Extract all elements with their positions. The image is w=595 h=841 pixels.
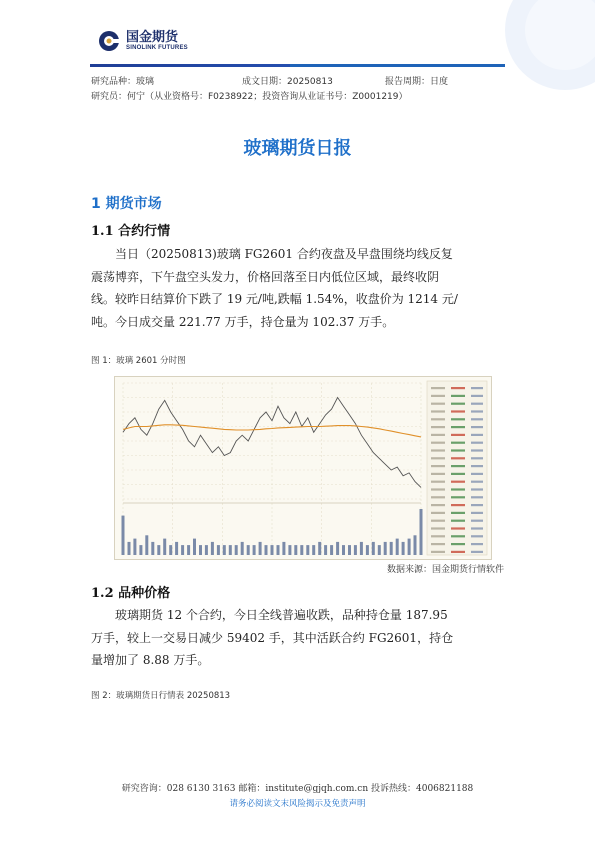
volume-bar — [366, 545, 369, 555]
quote-row-label — [431, 442, 445, 444]
volume-bar — [199, 545, 202, 555]
quote-row-label — [431, 496, 445, 498]
quote-row-value — [451, 449, 465, 451]
quote-row-volume — [471, 527, 483, 529]
volume-bar — [348, 545, 351, 555]
quote-row-label — [431, 551, 445, 553]
volume-bar — [342, 545, 345, 555]
quote-row-value — [451, 403, 465, 405]
quote-row-label — [431, 543, 445, 545]
paragraph-line: 线。较昨日结算价下跌了 19 元/吨,跌幅 1.54%，收盘价为 1214 元/ — [91, 292, 458, 306]
quote-row-value — [451, 395, 465, 397]
volume-bar — [372, 542, 375, 555]
quote-row-volume — [471, 473, 483, 475]
quote-row-value — [451, 520, 465, 522]
quote-row-label — [431, 481, 445, 483]
quote-row-label — [431, 504, 445, 506]
volume-bar — [175, 542, 178, 555]
quote-row-volume — [471, 488, 483, 490]
quote-row-label — [431, 512, 445, 514]
volume-bar — [402, 542, 405, 555]
header-rule-accent — [290, 64, 505, 67]
section-heading: 1 期货市场 — [91, 196, 162, 212]
brand-name-en: SINOLINK FUTURES — [126, 45, 188, 51]
quote-row-volume — [471, 442, 483, 444]
volume-bar — [414, 535, 417, 555]
volume-bar — [408, 539, 411, 555]
figure-1-source: 数据来源：国金期货行情软件 — [386, 565, 504, 575]
contract-paragraph — [91, 243, 506, 333]
quote-row-value — [451, 535, 465, 537]
quote-row-value — [451, 410, 465, 412]
quote-row-value — [451, 434, 465, 436]
brand-name-cn: 国金期货 — [126, 30, 179, 45]
volume-bar — [420, 509, 423, 555]
volume-bar — [288, 545, 291, 555]
quote-row-value — [451, 527, 465, 529]
quote-row-volume — [471, 543, 483, 545]
quote-row-label — [431, 426, 445, 428]
volume-bar — [282, 542, 285, 555]
volume-bar — [181, 545, 184, 555]
quote-row-value — [451, 481, 465, 483]
volume-bar — [223, 545, 226, 555]
volume-bar — [312, 545, 315, 555]
quote-row-volume — [471, 418, 483, 420]
volume-bar — [157, 545, 160, 555]
intraday-chart — [114, 376, 492, 560]
quote-row-value — [451, 496, 465, 498]
paragraph-line: 吨。今日成交量 221.77 万手，持仓量为 102.37 万手。 — [91, 314, 395, 329]
quote-row-value — [451, 543, 465, 545]
footer-contact: 研究咨询：028 6130 3163 邮箱：institute@gjqh.com.cn 投诉热线：4006821188 — [121, 784, 474, 794]
logo-icon — [98, 30, 120, 52]
quote-row-label — [431, 434, 445, 436]
volume-bar — [128, 542, 131, 555]
quote-row-value — [451, 512, 465, 514]
quote-row-volume — [471, 387, 483, 389]
intraday-chart-svg — [115, 377, 491, 559]
quote-row-label — [431, 449, 445, 451]
quote-row-label — [431, 527, 445, 529]
paragraph-line: 玻璃期货 12 个合约，今日全线普遍收跌，品种持仓量 187.95 — [115, 608, 448, 622]
volume-bar — [205, 545, 208, 555]
quote-row-label — [431, 387, 445, 389]
volume-bar — [229, 545, 232, 555]
quote-row-label — [431, 395, 445, 397]
paragraph-line: 量增加了 8.88 万手。 — [91, 653, 210, 667]
volume-bar — [217, 545, 220, 555]
volume-bar — [396, 539, 399, 555]
volume-bar — [241, 542, 244, 555]
brand-logo — [98, 30, 188, 52]
volume-bar — [235, 545, 238, 555]
meta-date: 成文日期：20250813 — [242, 77, 333, 87]
subsection-heading-contract: 1.1 合约行情 — [91, 224, 171, 239]
quote-row-volume — [471, 465, 483, 467]
volume-bar — [336, 542, 339, 555]
meta-cycle: 报告周期：日度 — [385, 77, 449, 87]
volume-bar — [211, 542, 214, 555]
quote-row-volume — [471, 551, 483, 553]
volume-bar — [253, 545, 256, 555]
subsection-heading-price: 1.2 品种价格 — [91, 586, 171, 601]
volume-bar — [378, 545, 381, 555]
volume-bar — [271, 545, 274, 555]
quote-row-label — [431, 535, 445, 537]
quote-row-volume — [471, 403, 483, 405]
quote-row-value — [451, 387, 465, 389]
volume-bar — [193, 539, 196, 555]
quote-row-volume — [471, 457, 483, 459]
volume-bar — [265, 545, 268, 555]
quote-row-value — [451, 465, 465, 467]
quote-row-label — [431, 403, 445, 405]
quote-row-label — [431, 418, 445, 420]
volume-bar — [294, 545, 297, 555]
figure-2-caption: 图 2：玻璃期货日行情表 20250813 — [91, 691, 231, 701]
quote-row-volume — [471, 520, 483, 522]
meta-variety: 研究品种：玻璃 — [91, 77, 155, 87]
footer-disclaimer[interactable]: 请务必阅读文末风险揭示及免责声明 — [229, 799, 366, 809]
quote-row-value — [451, 418, 465, 420]
quote-row-label — [431, 410, 445, 412]
volume-bar — [324, 545, 327, 555]
volume-bar — [360, 542, 363, 555]
volume-bar — [384, 542, 387, 555]
volume-bar — [354, 545, 357, 555]
meta-researcher: 研究员：何宁（从业资格号：F0238922；投资咨询从业证书号：Z0001219） — [91, 92, 408, 102]
quote-row-volume — [471, 449, 483, 451]
volume-bar — [300, 545, 303, 555]
volume-bar — [122, 516, 125, 555]
paragraph-line: 万手，较上一交易日减少 59402 手，其中活跃合约 FG2601，持仓 — [91, 630, 454, 645]
quote-row-label — [431, 520, 445, 522]
quote-row-volume — [471, 512, 483, 514]
paragraph-line: 震荡博弈，下午盘空头发力，价格回落至日内低位区域，最终收阴 — [91, 269, 440, 284]
volume-bar — [247, 545, 250, 555]
quote-row-volume — [471, 410, 483, 412]
quote-row-volume — [471, 481, 483, 483]
quote-row-volume — [471, 504, 483, 506]
quote-row-label — [431, 488, 445, 490]
quote-row-label — [431, 473, 445, 475]
quote-row-value — [451, 442, 465, 444]
volume-bar — [133, 539, 136, 555]
volume-bar — [318, 542, 321, 555]
quote-row-label — [431, 465, 445, 467]
volume-bar — [163, 539, 166, 555]
volume-bar — [145, 535, 148, 555]
quote-row-value — [451, 551, 465, 553]
quote-row-value — [451, 488, 465, 490]
paragraph-line: 当日（20250813)玻璃 FG2601 合约夜盘及早盘围绕均线反复 — [115, 247, 453, 261]
quote-row-value — [451, 504, 465, 506]
report-title: 玻璃期货日报 — [243, 138, 352, 159]
quote-row-value — [451, 473, 465, 475]
volume-bar — [151, 542, 154, 555]
volume-bar — [330, 545, 333, 555]
quote-row-volume — [471, 434, 483, 436]
price-paragraph — [91, 604, 506, 672]
volume-bar — [259, 542, 262, 555]
quote-row-label — [431, 457, 445, 459]
quote-row-volume — [471, 395, 483, 397]
volume-bar — [169, 545, 172, 555]
figure-1-caption: 图 1：玻璃 2601 分时图 — [91, 356, 186, 366]
volume-bar — [139, 545, 142, 555]
header-decoration — [415, 0, 595, 120]
quote-row-value — [451, 457, 465, 459]
quote-row-value — [451, 426, 465, 428]
volume-bar — [187, 545, 190, 555]
quote-row-volume — [471, 496, 483, 498]
volume-bar — [306, 545, 309, 555]
quote-row-volume — [471, 535, 483, 537]
volume-bar — [390, 542, 393, 555]
quote-row-volume — [471, 426, 483, 428]
volume-bar — [277, 545, 280, 555]
